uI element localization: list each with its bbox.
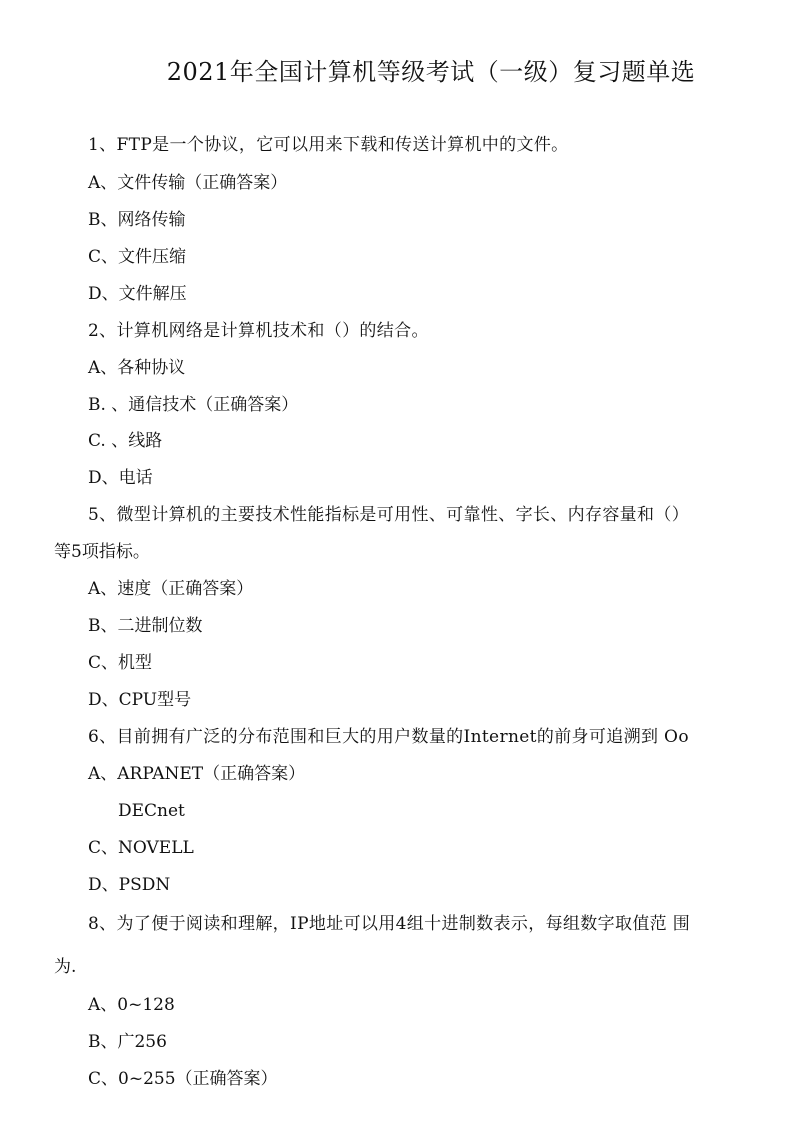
document-title: 2021年全国计算机等级考试（一级）复习题单选 (166, 58, 696, 86)
question-8: 8、为了便于阅读和理解，IP地址可以用4组十进制数表示，每组数字取值范 围 (88, 914, 691, 934)
question-6: 6、目前拥有广泛的分布范围和巨大的用户数量的Internet的前身可追溯到 Oo (88, 727, 689, 747)
option-5b: B、二进制位数 (88, 616, 203, 636)
option-5d: D、CPU型号 (88, 690, 192, 710)
question-8-continued: 为. (54, 957, 77, 977)
option-2d: D、电话 (88, 468, 153, 488)
option-6d: D、PSDN (88, 875, 171, 895)
option-2a: A、各种协议 (88, 358, 186, 378)
option-2b: B. 、通信技术（正确答案） (88, 395, 299, 415)
option-6a: A、ARPANET（正确答案） (88, 764, 306, 784)
option-1a: A、文件传输（正确答案） (88, 173, 288, 193)
option-8a: A、0~128 (88, 995, 175, 1015)
question-5-continued: 等5项指标。 (54, 542, 150, 562)
option-8b: B、广256 (88, 1032, 167, 1052)
option-6b: DECnet (118, 801, 185, 821)
option-1c: C、文件压缩 (88, 247, 187, 267)
option-1b: B、网络传输 (88, 210, 186, 230)
option-8c: C、0~255（正确答案） (88, 1069, 278, 1089)
option-2c: C. 、线路 (88, 431, 163, 451)
option-6c: C、NOVELL (88, 838, 194, 858)
question-2: 2、计算机网络是计算机技术和（）的结合。 (88, 321, 429, 341)
question-1: 1、FTP是一个协议，它可以用来下载和传送计算机中的文件。 (88, 135, 569, 155)
option-1d: D、文件解压 (88, 284, 187, 304)
option-5c: C、机型 (88, 653, 153, 673)
option-5a: A、速度（正确答案） (88, 579, 254, 599)
question-5: 5、微型计算机的主要技术性能指标是可用性、可靠性、字长、内存容量和（） (88, 505, 690, 525)
